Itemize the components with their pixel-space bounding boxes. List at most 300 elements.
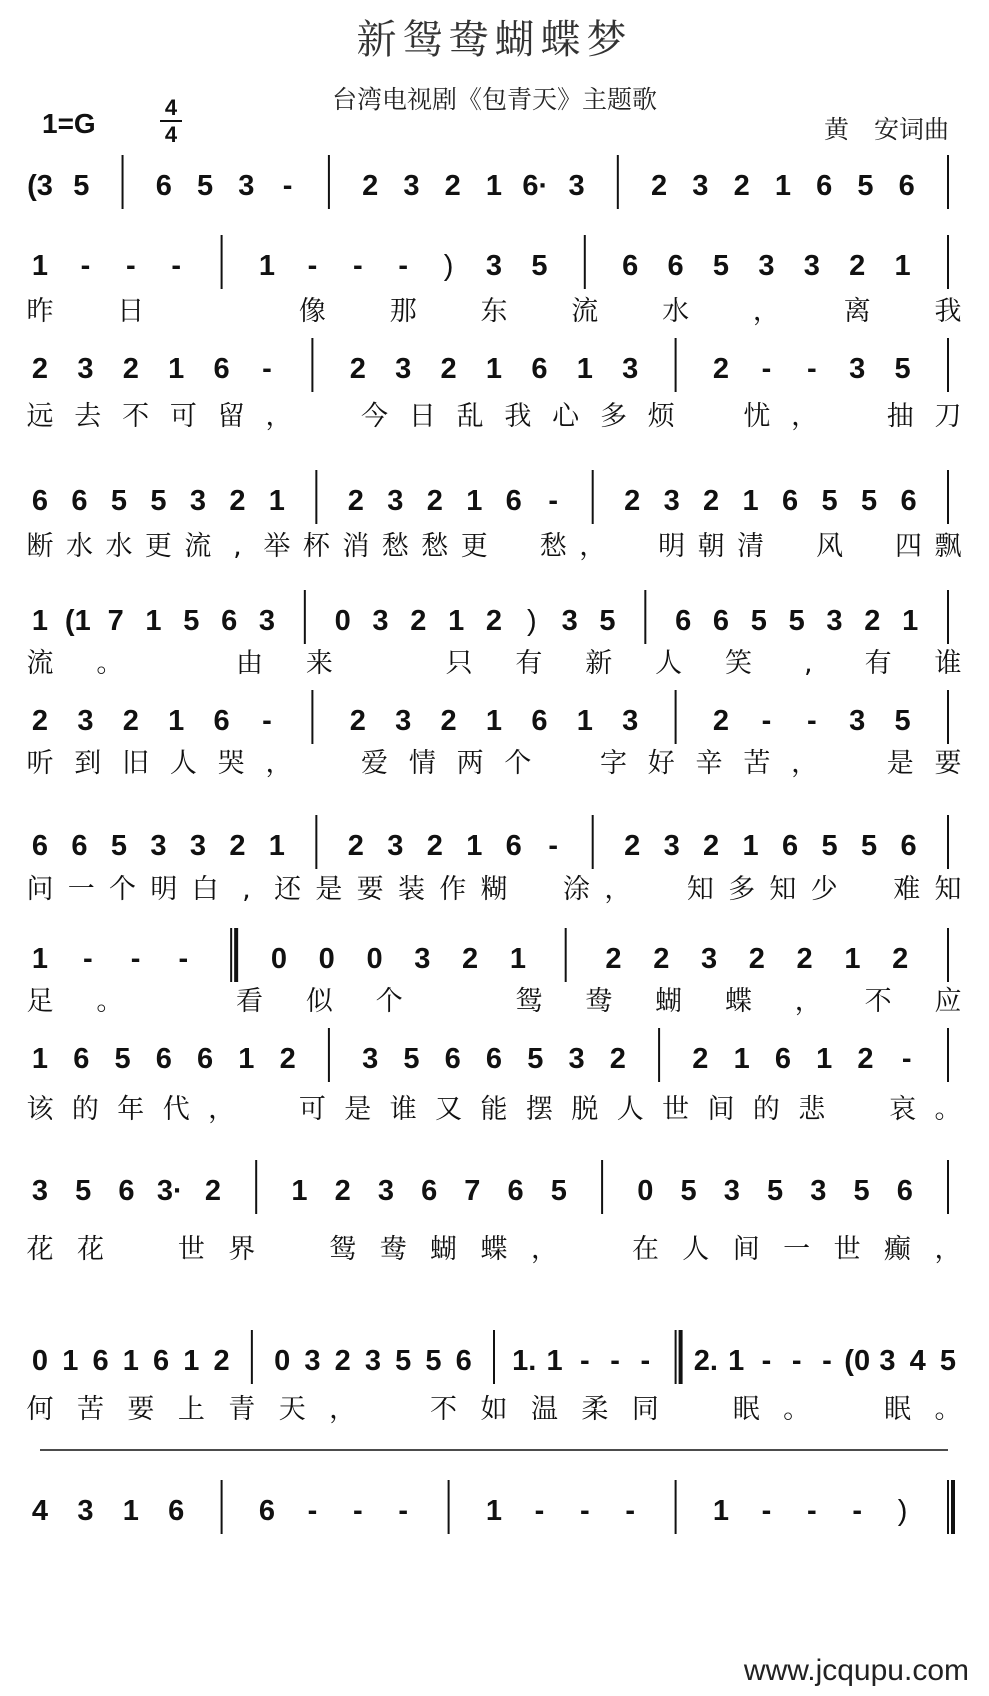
lyric-char: ， [265,401,293,432]
lyric-char: 蝶 [480,1234,508,1265]
lyric-char: 苦 [76,1394,104,1425]
lyric-char: 。 [96,648,124,679]
lyric-char: ， [579,531,607,562]
score-note: 6 [213,353,230,385]
score-note: - [282,170,293,202]
lyric-char: 更 [144,531,172,562]
lyric-char: 鸳 [329,1234,357,1265]
lyric-char: , [242,874,251,905]
lyric-char: 鸯 [379,1234,407,1265]
lyric-char: 眠 [732,1394,760,1425]
score-note: 3 [395,353,412,385]
score-note: 2 [462,943,479,975]
score-note: 2 [122,705,139,737]
lyric-char: 在 [631,1234,659,1265]
score-note: 3· [156,1175,183,1207]
lyric-char: 愁 [381,531,409,562]
score-note: 1 [509,943,526,975]
score-note: 2 [692,1043,709,1075]
score-note: 1 [844,943,861,975]
lyric-char: 脱 [571,1094,599,1125]
score-note: 3 [77,1495,94,1527]
author-credit: 黄 安词曲 [823,115,949,144]
lyric-char: 情 [408,748,436,779]
score-note: 5 [110,485,128,517]
score-note: 1 [733,1043,750,1075]
score-note: - [534,1495,545,1527]
score-note: 2 [279,1043,296,1075]
score-note: 2 [605,943,622,975]
lyric-char: 风 [816,531,844,562]
lyric-char: 又 [435,1094,463,1125]
lyric-char: 柔 [581,1394,609,1425]
song-subtitle: 台湾电视剧《包青天》主题歌 [331,85,657,114]
lyric-char: 日 [117,296,145,327]
score-note: 5 [150,485,167,517]
score-note: 5 [599,605,616,637]
score-note: - [352,250,363,282]
score-note: 5 [403,1043,420,1075]
score-note: 7 [464,1175,481,1207]
score-note: 3 [31,1175,49,1207]
score-note: 1 [485,353,503,385]
score-note: 3 [403,170,420,202]
score-note: - [791,1345,802,1377]
score-note: 6 [71,830,88,862]
score-note: 3 [485,250,503,282]
lyric-char: 温 [530,1394,558,1425]
lyric-char: 问 [26,874,54,905]
lyric-char: 忧 [743,401,771,432]
score-note: 1 [728,1345,745,1377]
score-note: 6 [197,1043,214,1075]
score-note: 1 [122,1345,139,1377]
score-note: 2 [624,485,641,517]
lyric-char: 不 [122,401,150,432]
score-note: 0 [318,943,335,975]
lyric-char: 水 [105,531,133,562]
lyric-char: , [233,531,242,562]
lyric-char: 断 [26,531,54,562]
lyric-char: 涂 [563,874,591,905]
score-note: 1 [268,830,285,862]
score-note: 6 [31,485,49,517]
score-note: 2 [849,250,866,282]
score-note: 6 [118,1175,135,1207]
score-note: 2 [334,1175,351,1207]
score-note: 0 [274,1345,291,1377]
key-signature: 1=G [42,108,96,139]
score-note: - [262,353,272,385]
score-note: - [262,705,272,737]
score-note: 1 [168,705,185,737]
lyric-char: 不 [864,986,892,1017]
score-note: - [761,705,772,737]
lyric-char: 个 [375,986,403,1017]
lyric-char: 一 [783,1234,811,1265]
lyric-char: 知 [769,874,797,905]
watermark: www.jcqupu.com [743,1654,969,1687]
lyric-char: 消 [342,531,370,562]
lyric-char: ， [752,296,780,327]
score-note: 2 [748,943,765,975]
score-note: 5 [788,605,805,637]
score-note: 2. [693,1345,718,1377]
score-note: 6 [622,250,639,282]
lyric-char: 刀 [934,401,962,432]
lyric-char: 似 [305,986,333,1017]
score-note: 6 [896,1175,913,1207]
score-note: - [625,1495,636,1527]
score-note: 6 [421,1175,438,1207]
score-note: 2 [440,353,457,385]
score-note: 2 [426,830,443,862]
score-note: - [852,1495,863,1527]
score-note: 2 [703,485,720,517]
score-note: 2 [229,830,246,862]
score-note: 2 [864,605,881,637]
score-paren: ) [443,250,454,282]
score-note: 5 [860,830,878,862]
lyric-char: 哭 [217,748,245,779]
lyric-char: 个 [109,874,137,905]
lyric-char: 世 [833,1234,861,1265]
lyric-char: 水 [662,296,690,327]
score-note: - [82,943,93,975]
score-note: 6 [73,1043,90,1075]
score-note: - [548,485,559,517]
score-note: - [806,705,817,737]
score-note: 0 [270,943,288,975]
score-note: 6 [168,1495,185,1527]
lyric-char: 蝴 [655,986,683,1017]
score-note: 1 [742,485,759,517]
score-note: 6 [774,1043,791,1075]
lyric-char: 由 [236,648,264,679]
lyric-char: 远 [26,401,54,432]
score-note: 5 [894,705,911,737]
score-note: 6 [900,830,917,862]
score-note: 6 [31,830,49,862]
score-note: 1 [816,1043,833,1075]
lyric-char: 更 [460,531,488,562]
lyric-char: 花 [26,1234,54,1265]
lyric-char: 装 [397,874,425,905]
lyric-char: 要 [356,874,384,905]
score-note: 3 [849,705,866,737]
score-note: 5 [857,170,874,202]
lyric-char: 流 [26,648,54,679]
lyric-char: 。 [934,1394,962,1425]
lyric-char: ， [794,986,822,1017]
score-note: 3 [372,605,389,637]
lyric-char: 要 [127,1394,155,1425]
score-note: 2 [624,830,641,862]
lyric-char: 青 [228,1394,256,1425]
score-note: 5 [821,485,838,517]
score-note: 5 [894,353,911,385]
lyric-char: 足 [26,986,54,1017]
score-note: 3 [395,705,412,737]
lyric-char: 笑 [724,648,752,679]
score-note: 5 [766,1175,784,1207]
lyric-char: 来 [305,648,333,679]
score-note: 2 [651,170,668,202]
score-note: 5 [712,250,730,282]
lyric-char: 白 [191,874,219,905]
score-note: 6 [507,1175,524,1207]
score-note: 5 [939,1345,957,1377]
lyric-char: 何 [26,1394,54,1425]
lyric-char: 那 [389,296,417,327]
lyric-char: 谁 [934,648,962,679]
score-note: 1 [466,485,483,517]
lyric-char: 明 [150,874,178,905]
score-note: 6 [712,605,730,637]
score-note: 2 [426,485,443,517]
score-note: 1 [576,353,593,385]
score-note: 2 [334,1345,351,1377]
score-note: 4 [31,1495,49,1527]
lyric-char: 天 [278,1394,306,1425]
score-note: 6 [155,1043,172,1075]
score-note: - [130,943,141,975]
score-note: 3 [150,830,167,862]
lyric-char: 到 [74,748,102,779]
score-note: 5 [425,1345,442,1377]
lyric-char: ， [329,1394,357,1425]
score-note: 2 [712,705,730,737]
score-note: 2 [892,943,909,975]
score-note: 1 [238,1043,255,1075]
lyric-char: ， [604,874,632,905]
lyric-char: 间 [707,1094,735,1125]
lyric-char: 杯 [302,531,330,562]
song-title: 新鸳鸯蝴蝶梦 [356,17,633,63]
lyric-char: 爱 [361,748,389,779]
lyric-char: 字 [599,748,627,779]
score-note: 3 [189,830,206,862]
score-note: 6 [455,1345,472,1377]
lyric-char: 今 [361,401,389,432]
score-note: 2 [31,705,49,737]
lyric-char: ， [791,748,819,779]
score-note: 1 [62,1345,79,1377]
lyric-char: 清 [737,531,765,562]
lyric-char: 烦 [647,401,675,432]
score-note: 6 [531,705,548,737]
score-note: 2 [796,943,813,975]
lyric-char: 应 [934,986,962,1017]
score-note: 6 [152,1345,170,1377]
score-note: 1 [546,1345,563,1377]
score-note: 3 [622,705,639,737]
score-note: 3 [879,1345,896,1377]
lyric-char: 可 [169,401,197,432]
score-note: 1 [712,1495,730,1527]
lyric-char: 愁 [539,531,567,562]
score-note: 1 [485,1495,503,1527]
score-note: 5 [110,830,128,862]
score-note: 1 [485,705,503,737]
score-note: 5 [680,1175,697,1207]
lyric-char: 悲 [798,1094,826,1125]
score-note: 2 [857,1043,874,1075]
score-note: 1 [291,1175,308,1207]
score-note: 2 [349,705,366,737]
score-note: - [610,1345,620,1377]
lyric-char: 该 [26,1094,54,1125]
score-note: - [822,1345,832,1377]
score-note: 2 [410,605,427,637]
score-note: 3 [622,353,639,385]
lyric-char: 心 [552,401,580,432]
score-note: - [352,1495,363,1527]
score-note: 5 [531,250,548,282]
lyric-char: 可 [298,1094,326,1125]
score-note: 3 [663,485,680,517]
score-note: 2 [609,1043,626,1075]
score-note: 3 [387,485,404,517]
lyric-char: 流 [571,296,599,327]
score-note: 2 [653,943,670,975]
score-note: - [901,1043,912,1075]
lyric-char: 癫 [884,1234,912,1265]
score-note: (0 [844,1345,871,1377]
lyric-char: 。 [783,1394,811,1425]
lyric-char: 的 [752,1094,780,1125]
score-note: 7 [107,605,124,637]
score-note: - [806,1495,817,1527]
score-note: 3 [238,170,255,202]
lyric-char: 旧 [122,748,150,779]
score-note: - [307,1495,318,1527]
lyric-char: 是 [886,748,914,779]
lyric-char: 。 [934,1094,962,1125]
score-note: 3 [692,170,709,202]
score-note: 1 [31,943,49,975]
lyric-char: 眠 [884,1394,912,1425]
lyric-char: 两 [456,748,484,779]
score-note: 3 [77,705,94,737]
lyric-char: 我 [934,296,962,327]
score-note: - [761,353,772,385]
score-note: 2 [347,485,364,517]
score-note: 6 [898,170,915,202]
score-note: 2 [712,353,730,385]
score-note: 1 [145,605,162,637]
score-note: - [579,1495,590,1527]
score-note: 3 [700,943,718,975]
score-note: 2 [122,353,139,385]
lyric-char: ， [208,1094,236,1125]
lyric-char: 去 [74,401,102,432]
lyric-char: 要 [934,748,962,779]
score-note: 3 [849,353,866,385]
lyric-char: 人 [655,648,683,679]
lyric-char: 是 [315,874,343,905]
score-note: 0 [366,943,383,975]
lyric-char: 四 [895,531,923,562]
score-note: 6 [485,1043,503,1075]
lyric-char: 蝴 [430,1234,458,1265]
score-note: 3 [723,1175,740,1207]
lyric-char: 日 [408,401,436,432]
score-note: 1 [258,250,276,282]
score-note: 6 [213,705,230,737]
score-note: - [640,1345,651,1377]
lyric-char: 举 [263,531,291,562]
score-note: 6 [675,605,692,637]
score-note: 6 [505,830,522,862]
lyric-char: 上 [177,1394,205,1425]
score-note: 2 [204,1175,222,1207]
lyric-char: 人 [169,748,197,779]
lyric-char: 世 [177,1234,205,1265]
score-note: 3 [568,1043,585,1075]
lyric-char: 年 [117,1094,145,1125]
lyric-char: 有 [864,648,892,679]
score-note: 1 [31,605,49,637]
score-note: 1 [168,353,185,385]
score-note: 1 [31,1043,49,1075]
lyric-char: 蝶 [724,986,752,1017]
score-note: 3 [387,830,404,862]
score-note: 1 [902,605,919,637]
lyric-char: 抽 [886,401,914,432]
score-note: 1 [31,250,49,282]
score-note: 3 [663,830,680,862]
lyric-char: 是 [344,1094,372,1125]
score-note: 5 [527,1043,544,1075]
score-note: 5 [853,1175,870,1207]
lyric-char: 只 [445,648,473,679]
lyric-char: 多 [728,874,756,905]
score-note: 3 [362,1043,379,1075]
lyric-char: 明 [658,531,686,562]
score-note: - [579,1345,590,1377]
score-note: 5 [821,830,838,862]
score-note: 3 [414,943,431,975]
lyric-char: 流 [184,531,212,562]
score-note: 6 [667,250,684,282]
score-note: 1 [774,170,791,202]
score-note: 3 [810,1175,827,1207]
score-note: - [806,353,817,385]
score-note: 5 [750,605,767,637]
lyric-char: ， [934,1234,962,1265]
lyric-char: 朝 [697,531,725,562]
score-note: 5 [550,1175,567,1207]
score-paren: ) [897,1495,908,1527]
lyric-char: 谁 [389,1094,417,1125]
lyric-char: 辛 [695,748,723,779]
score-note: 2 [347,830,364,862]
score-note: 5 [183,605,200,637]
lyric-char: 。 [96,986,124,1017]
lyric-char: 世 [662,1094,690,1125]
score-note: 6 [531,353,548,385]
lyric-char: 东 [480,296,508,327]
lyric-char: 苦 [743,748,771,779]
lyric-char: 飘 [934,531,962,562]
score-note: (1 [64,605,91,637]
lyric-char: 人 [616,1094,644,1125]
lyric-char: 同 [631,1394,659,1425]
lyric-char: 如 [480,1394,508,1425]
lyric-char: 少 [810,874,838,905]
lyric-char: 留 [217,401,245,432]
